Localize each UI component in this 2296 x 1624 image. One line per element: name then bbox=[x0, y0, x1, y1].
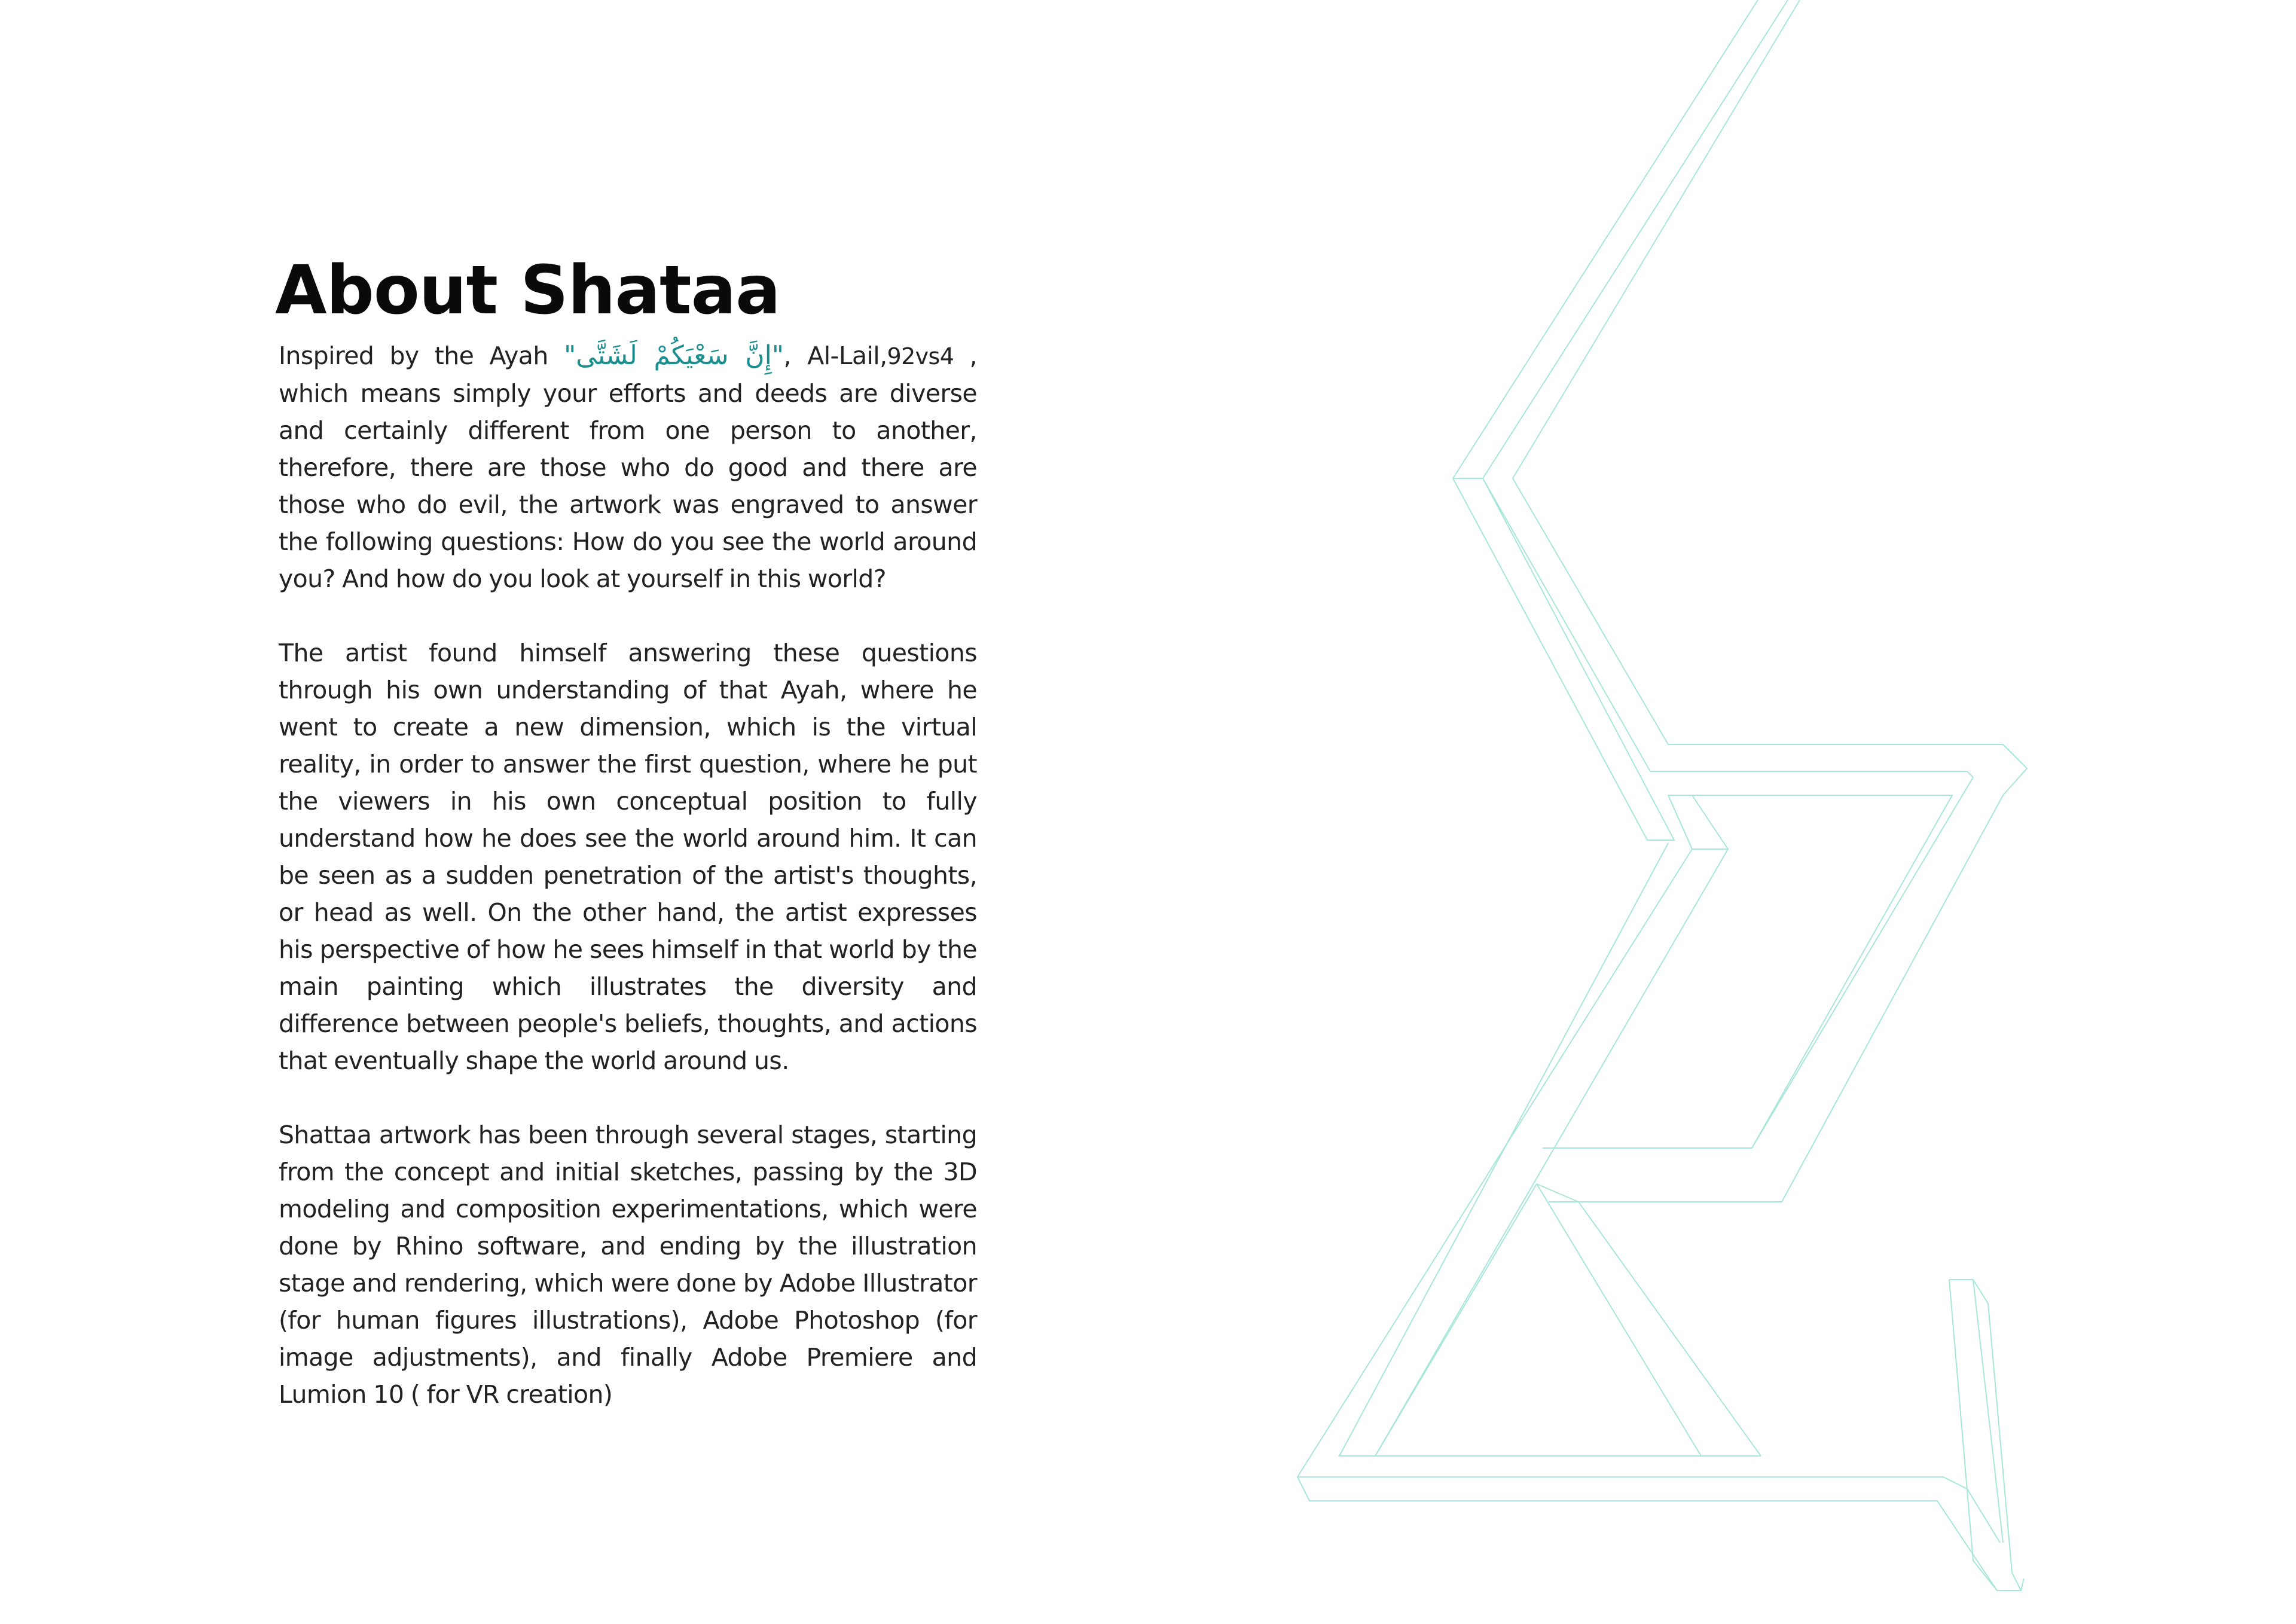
ayah-quote: "إِنَّ سَعْيَكُمْ لَشَتَّى" bbox=[563, 340, 784, 371]
ayah-reference: 92vs4 bbox=[887, 343, 954, 370]
intro-rest: , which means simply your efforts and deeds are diverse and certainly different from one person to another, therefore, there are those who do good and there are those who do evil, the artwork was engraved to answer the following questions: How do you see the world around you? And how do you look at yourself in this world? bbox=[279, 341, 977, 593]
text-column bbox=[275, 252, 977, 1450]
page-title: About Shataa bbox=[275, 252, 780, 329]
paragraph-stages: Shattaa artwork has been through several stages, starting from the concept and initial sketches, passing by the 3D modeling and composition experimentations, which were done by Rhino software, and ending by the illustration stage and rendering, which were done by Adobe Illustrator (for human figures illustrations), Adobe Photoshop (for image adjustments), and finally Adobe Premiere and Lumion 10 ( for VR creation) bbox=[279, 1121, 977, 1409]
paragraph-intro bbox=[279, 337, 977, 597]
intro-after-quote: , Al-Lail, bbox=[783, 341, 887, 370]
intro-lead: Inspired by the Ayah bbox=[279, 341, 564, 370]
paragraph-artist: The artist found himself answering these questions through his own understanding of that Ayah, where he went to create a new dimension, which is the virtual reality, in order to answer the first question, where he put the viewers in his own conceptual position to fully understand how he does see the world around him. It can be seen as a sudden penetration of the artist's thoughts, or head as well. On the other hand, the artist expresses his perspective of how he sees himself in that world by the main painting which illustrates the diversity and difference between people's beliefs, thoughts, and actions that eventually shape the world around us. bbox=[279, 639, 977, 1075]
